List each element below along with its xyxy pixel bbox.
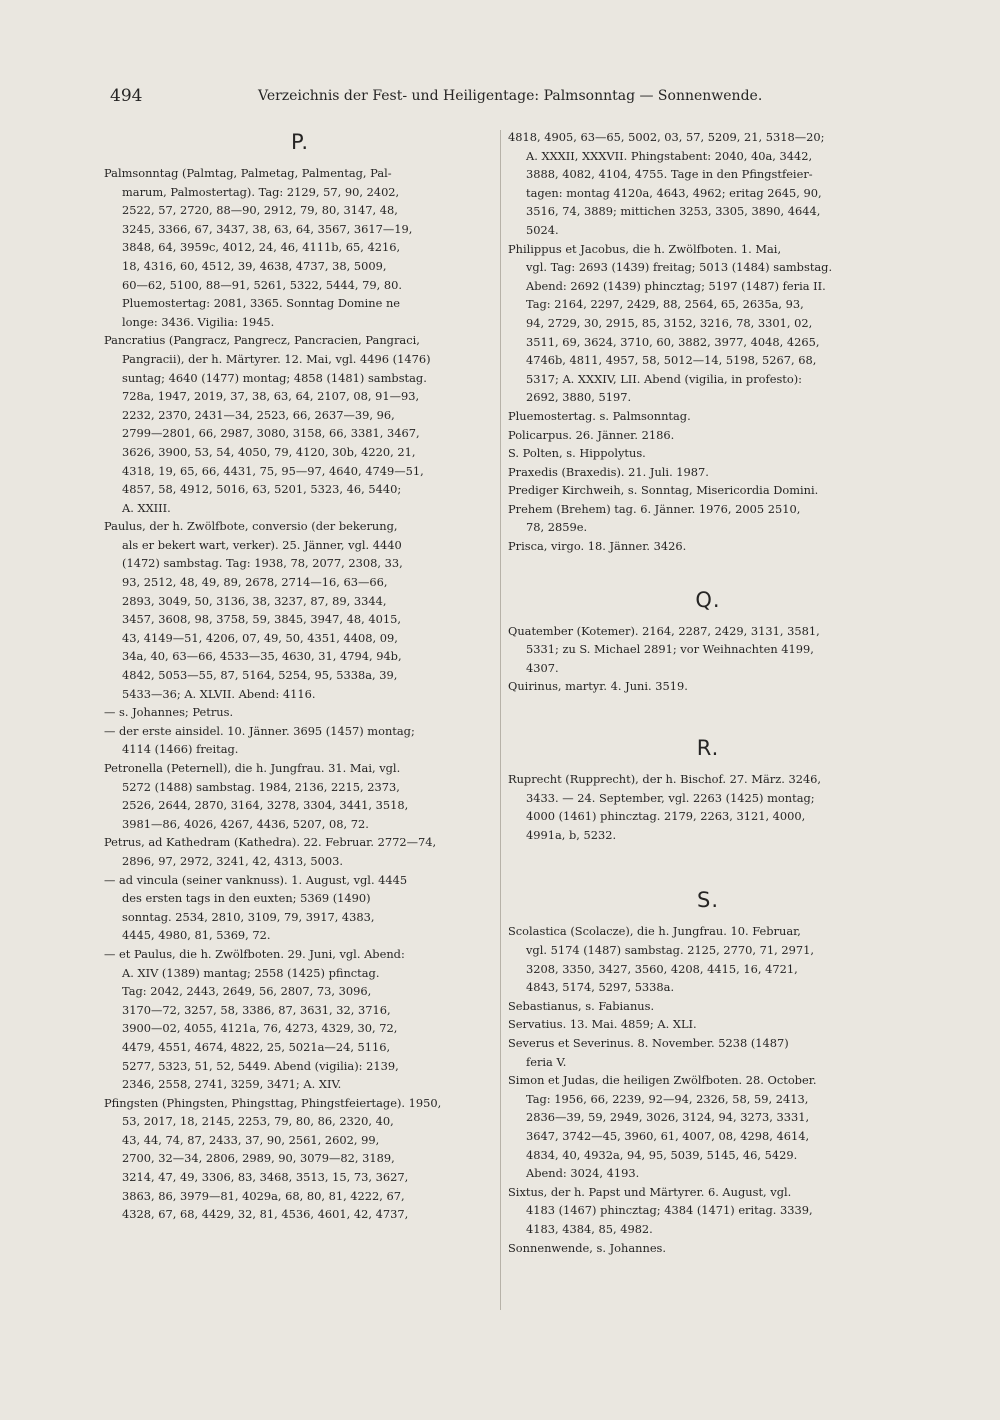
index-entry: — et Paulus, die h. Zwölfboten. 29. Juni, vgl. Abend: A. XIV (1389) mantag; 2558 (1425) pfinctag. Tag: 2042, 2443, 2649, 56, 2807, 73, 3096, 3170—72, 3257, 58, 3386, 87, 3631, 32, 3716, 3900—02, 4055, 4121a, 76, 4273, 4329, 30, 72, 4479, 4551, 4674, 4822, 25, 5021a—24, 5116, 5277, 5323, 51, 52, 5449. Abend (vigilia): 2139, 2346, 2558, 2741, 3259, 3471; A. XIV. — [104, 946, 405, 1092]
index-entry: Quatember (Kotemer). 2164, 2287, 2429, 3131, 3581, 5331; zu S. Michael 2891; vor Weihnachten 4199, 4307. — [508, 623, 820, 675]
section-letter-s: S. — [696, 888, 719, 913]
right-column — [508, 128, 908, 1257]
index-entry: Petronella (Peternell), die h. Jungfrau. 31. Mai, vgl. 5272 (1488) sambstag. 1984, 2136, 2215, 2373, 2526, 2644, 2870, 3164, 3278, 3304, 3441, 3518, 3981—86, 4026, 4267, 4436, 5207, 08, 72. — [104, 761, 409, 831]
index-entry: Prediger Kirchweih, s. Sonntag, Misericordia Domini. — [508, 483, 819, 498]
index-entry: Scolastica (Scolacze), die h. Jungfrau. 10. Februar, vgl. 5174 (1487) sambstag. 2125, 2770, 71, 2971, 3208, 3350, 3427, 3560, 4208, 4415, 16, 4721, 4843, 5174, 5297, 5338a. — [508, 924, 814, 995]
index-entry: Pluemostertag. s. Palmsonntag. — [508, 408, 691, 423]
index-entry: Sebastianus, s. Fabianus. — [508, 998, 655, 1013]
index-entry: Palmsonntag (Palmtag, Palmetag, Palmentag, Pal- marum, Palmostertag). Tag: 2129, 57, 90, 2402, 2522, 57, 2720, 88—90, 2912, 79, 80, 3147, 48, 3245, 3366, 67, 3437, 38, 63, 64, 3567, 3617—19, 3848, 64, 3959c, 4012, 24, 46, 4111b, 65, 4216, 18, 4316, 60, 4512, 39, 4638, 4737, 38, 5009, 60—62, 5100, 88—91, 5261, 5322, 5444, 79, 80. Pluemostertag: 2081, 3365. Sonntag Domine ne longe: 3436. Vigilia: 1945. — [104, 166, 413, 329]
spacer — [508, 844, 908, 886]
running-head: Verzeichnis der Fest- und Heiligentage: Palmsonntag — Sonnenwende. — [258, 88, 763, 104]
index-entry: Philippus et Jacobus, die h. Zwölfboten. 1. Mai, vgl. Tag: 2693 (1439) freitag; 5013 (1484) sambstag. Abend: 2692 (1439) phincztag; 5197 (1487) feria II. Tag: 2164, 2297, 2429, 88, 2564, 65, 2635a, 93, 94, 2729, 30, 2915, 85, 3152, 3216, 78, 3301, 02, 3511, 69, 3624, 3710, 60, 3882, 3977, 4048, 4265, 4746b, 4811, 4957, 58, 5012—14, 5198, 5267, 68, 5317; A. XXXIV, LII. Abend (vigilia, in profesto): 2692, 3880, 5197. — [508, 241, 833, 405]
index-entry: Prehem (Brehem) tag. 6. Jänner. 1976, 2005 2510, 78, 2859e. — [508, 501, 801, 535]
index-entry: Sonnenwende, s. Johannes. — [508, 1240, 667, 1255]
index-entry: Quirinus, martyr. 4. Juni. 3519. — [508, 679, 688, 694]
index-entry: Severus et Severinus. 8. November. 5238 (1487) feria V. — [508, 1035, 789, 1069]
left-column — [104, 128, 496, 1224]
page-number: 494 — [110, 86, 143, 106]
index-entry: — der erste ainsidel. 10. Jänner. 3695 (1457) montag; 4114 (1466) freitag. — [104, 723, 415, 757]
spacer — [508, 556, 908, 586]
spacer — [508, 696, 908, 734]
index-entry: Praxedis (Braxedis). 21. Juli. 1987. — [508, 464, 709, 479]
index-entry: Petrus, ad Kathedram (Kathedra). 22. Februar. 2772—74, 2896, 97, 2972, 3241, 42, 4313, 5003. — [104, 835, 437, 868]
index-entry: Ruprecht (Rupprecht), der h. Bischof. 27. März. 3246, 3433. — 24. September, vgl. 2263 (1425) montag; 4000 (1461) phincztag. 2179, 2263, 3121, 4000, 4991a, b, 5232. — [508, 772, 822, 842]
index-entry: — ad vincula (seiner vanknuss). 1. August, vgl. 4445 des ersten tags in den euxten; 5369 (1490) sonntag. 2534, 2810, 3109, 79, 3917, 4383, 4445, 4980, 81, 5369, 72. — [104, 872, 408, 943]
index-entry: Prisca, virgo. 18. Jänner. 3426. — [508, 539, 687, 554]
section-letter-q: Q. — [695, 587, 721, 612]
index-entry: Simon et Judas, die heiligen Zwölfboten. 28. October. Tag: 1956, 66, 2239, 92—94, 2326, 58, 59, 2413, 2836—39, 59, 2949, 3026, 3124, 94, 3273, 3331, 3647, 3742—45, 3960, 61, 4007, 08, 4298, 4614, 4834, 40, 4932a, 94, 95, 5039, 5145, 46, 5429. Abend: 3024, 4193. — [508, 1073, 817, 1181]
page-header — [110, 86, 900, 112]
index-entry: Pancratius (Pangracz, Pangrecz, Pancracien, Pangraci, Pangracii), der h. Märtyrer. 12. Mai, vgl. 4496 (1476) suntag; 4640 (1477) montag; 4858 (1481) sambstag. 728a, 1947, 2019, 37, 38, 63, 64, 2107, 08, 91—93, 2232, 2370, 2431—34, 2523, 66, 2637—39, 96, 2799—2801, 66, 2987, 3080, 3158, 66, 3381, 3467, 3626, 3900, 53, 54, 4050, 79, 4120, 30b, 4220, 21, 4318, 19, 65, 66, 4431, 75, 95—97, 4640, 4749—51, 4857, 58, 4912, 5016, 63, 5201, 5323, 46, 5440; A. XXIII. — [104, 333, 431, 515]
section-letter-p: P. — [290, 130, 310, 154]
section-letter-r: R. — [696, 736, 720, 761]
index-entry: Pfingsten (Phingsten, Phingsttag, Phingstfeiertage). 1950, 53, 2017, 18, 2145, 2253, 79, 80, 86, 2320, 40, 43, 44, 74, 87, 2433, 37, 90, 2561, 2602, 99, 2700, 32—34, 2806, 2989, 90, 3079—82, 3189, 3214, 47, 49, 3306, 83, 3468, 3513, 15, 73, 3627, 3863, 86, 3979—81, 4029a, 68, 80, 81, 4222, 67, 4328, 67, 68, 4429, 32, 81, 4536, 4601, 42, 4737, — [104, 1095, 442, 1222]
index-entry: — s. Johannes; Petrus. — [104, 705, 234, 720]
index-entry: S. Polten, s. Hippolytus. — [508, 446, 646, 461]
index-entry: Servatius. 13. Mai. 4859; A. XLI. — [508, 1017, 697, 1032]
index-entry: Sixtus, der h. Papst und Märtyrer. 6. August, vgl. 4183 (1467) phincztag; 4384 (1471) eritag. 3339, 4183, 4384, 85, 4982. — [508, 1184, 813, 1236]
column-divider — [500, 130, 501, 1310]
index-entry: Policarpus. 26. Jänner. 2186. — [508, 427, 675, 442]
index-entry: Paulus, der h. Zwölfbote, conversio (der bekerung, als er bekert wart, verker). 25. Jänner, vgl. 4440 (1472) sambstag. Tag: 1938, 78, 2077, 2308, 33, 93, 2512, 48, 49, 89, 2678, 2714—16, 63—66, 2893, 3049, 50, 3136, 38, 3237, 87, 89, 3344, 3457, 3608, 98, 3758, 59, 3845, 3947, 48, 4015, 43, 4149—51, 4206, 07, 49, 50, 4351, 4408, 09, 34a, 40, 63—66, 4533—35, 4630, 31, 4794, 94b, 4842, 5053—55, 87, 5164, 5254, 95, 5338a, 39, 5433—36; A. XLVII. Abend: 4116. — [104, 519, 403, 701]
index-entry: 4818, 4905, 63—65, 5002, 03, 57, 5209, 21, 5318—20; A. XXXII, XXXVII. Phingstabent: 2040, 40a, 3442, 3888, 4082, 4104, 4755. Tage in den Pfingstfeier- tagen: montag 4120a, 4643, 4962; eritag 2645, 90, 3516, 74, 3889; mittichen 3253, 3305, 3890, 4644, 5024. — [508, 130, 825, 237]
